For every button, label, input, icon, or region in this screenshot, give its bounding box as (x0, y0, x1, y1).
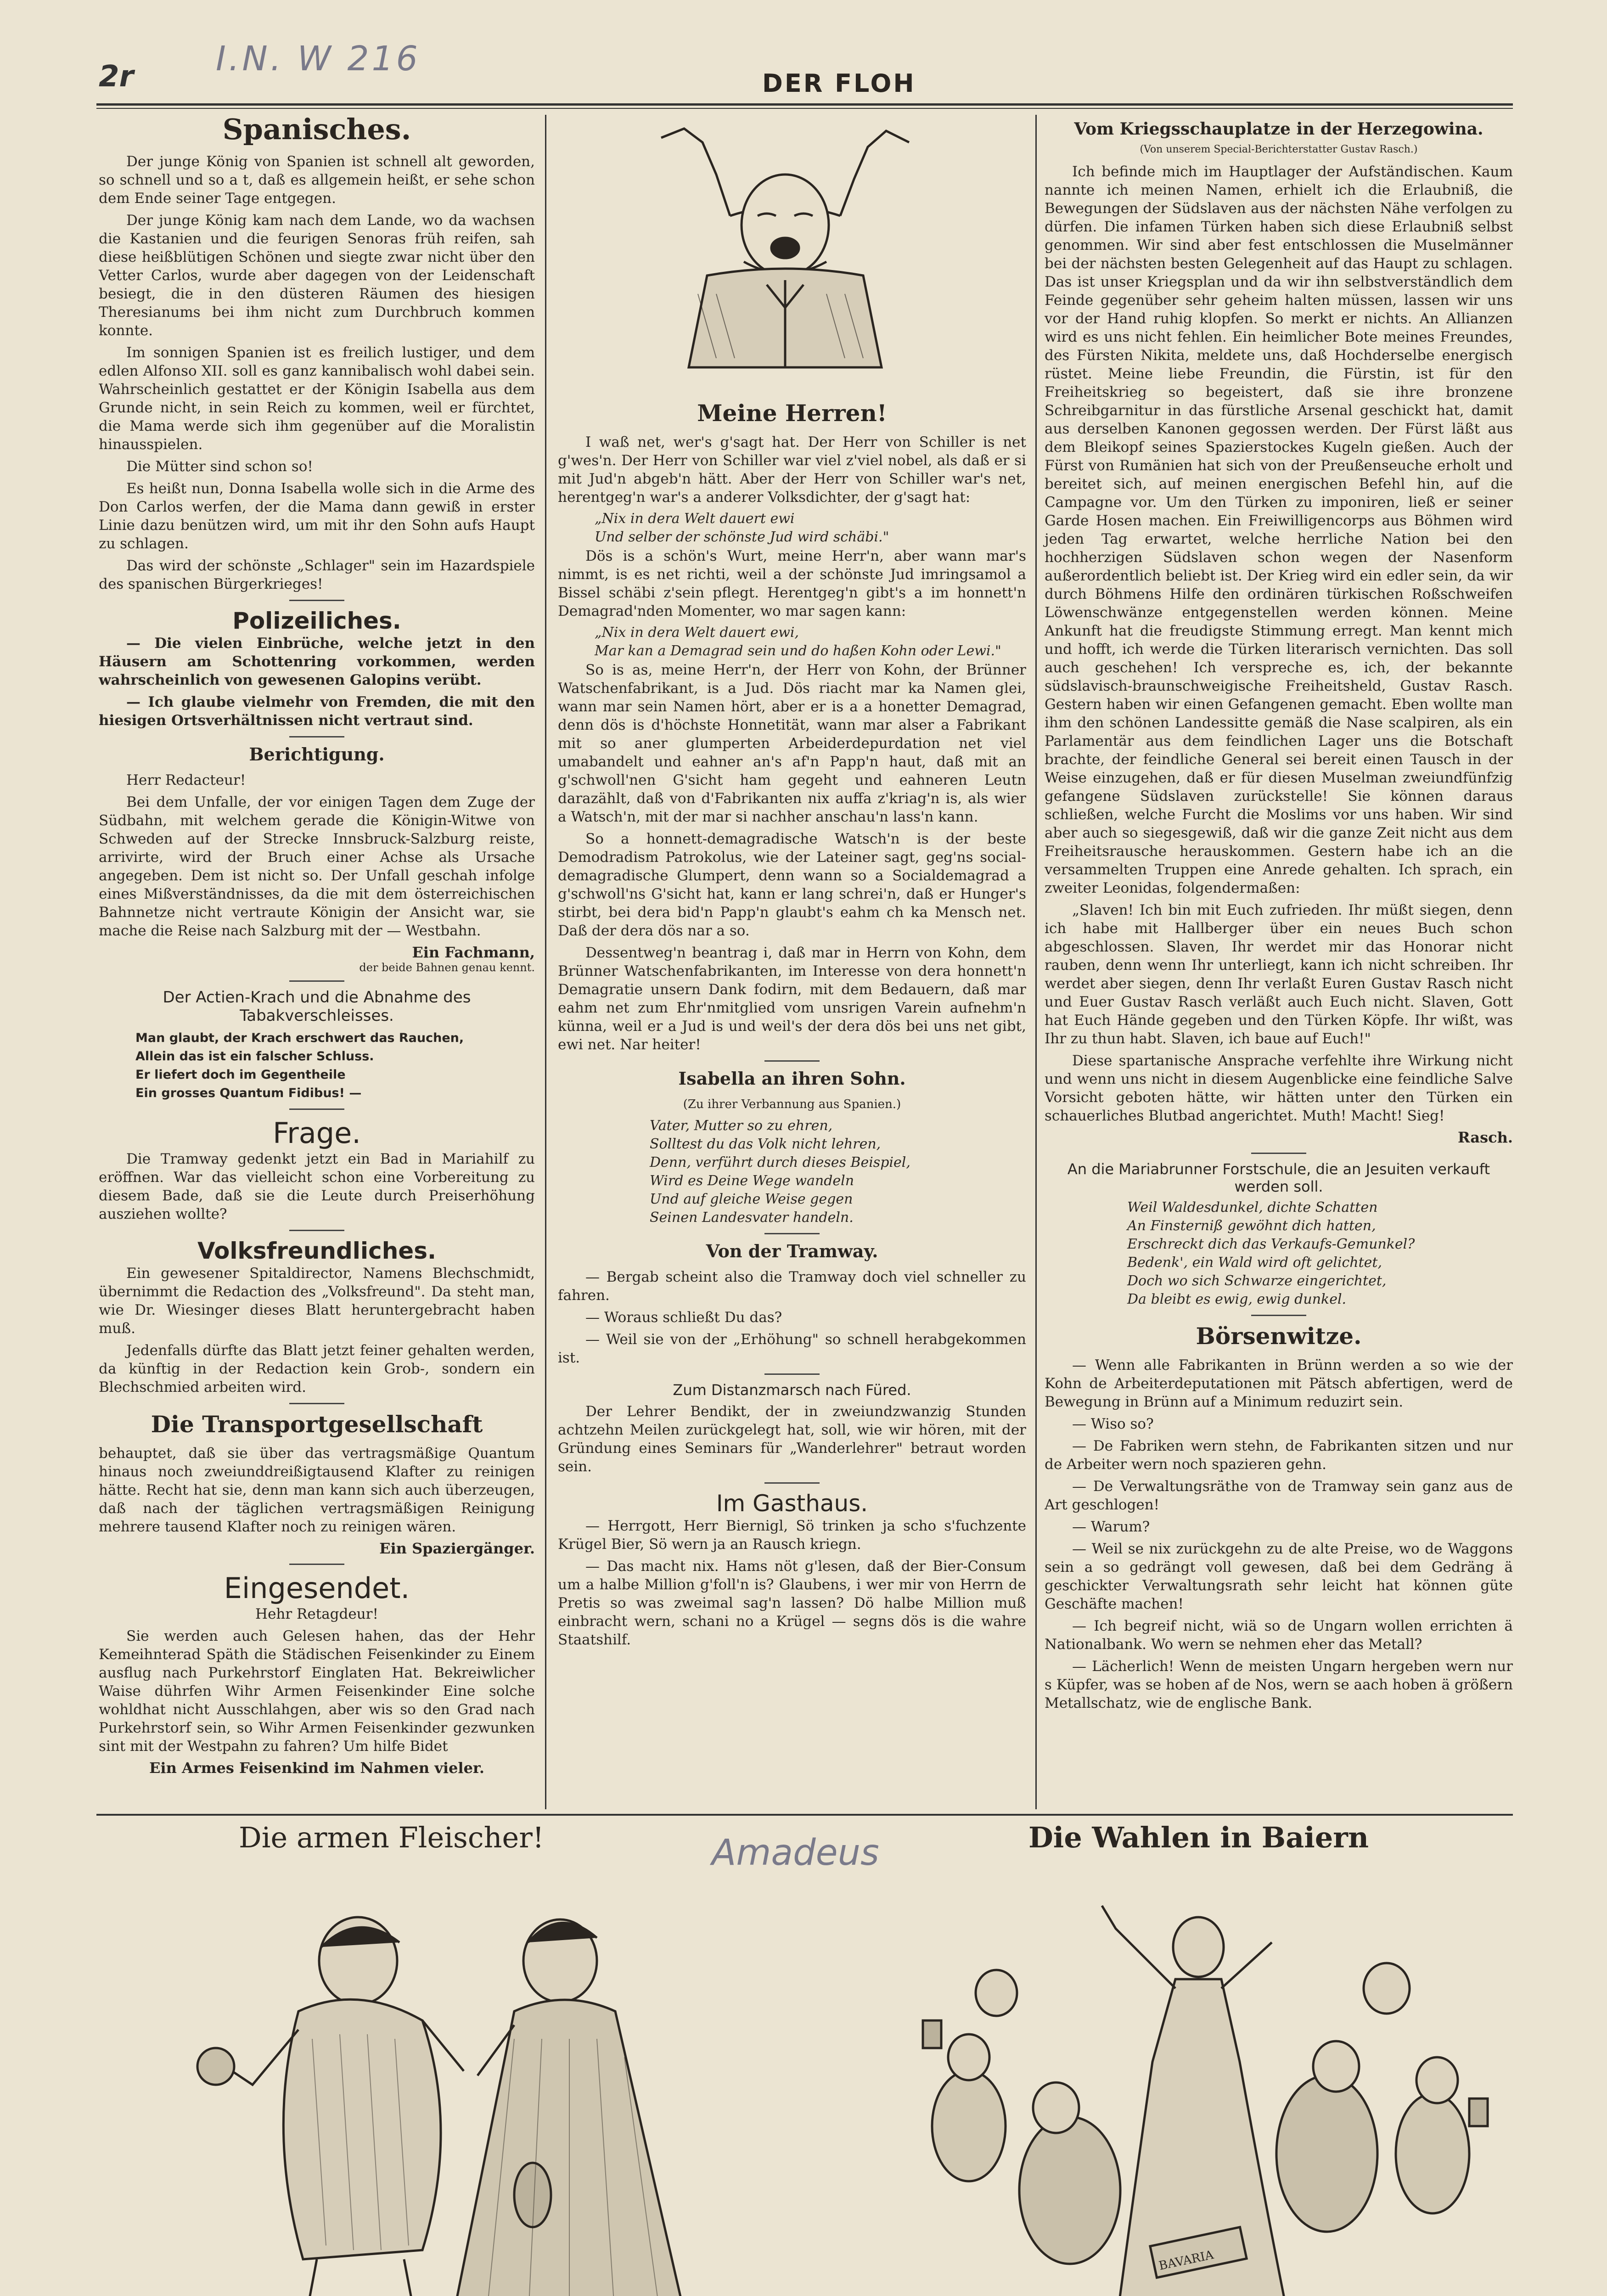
heading-berichtigung: Berichtigung. (249, 744, 385, 765)
signature: Ein Spaziergänger. (379, 1540, 535, 1557)
verse-line: Wird es Deine Wege wandeln (650, 1173, 854, 1189)
column-2 (558, 395, 1026, 1653)
paragraph: — Weil se nix zurückgehn zu de alte Preise, wo de Waggons sein a so gedrängt voll gewesen, daß bei dem Gedräng ä geschickter Verwaltungsrath sehr leicht hat können güte Geschäfte machen! (1045, 1541, 1513, 1612)
verse-line: Denn, verführt durch dieses Beispiel, (650, 1154, 910, 1171)
separator (764, 1060, 820, 1062)
heading-meine-herren: Meine Herren! (697, 400, 887, 427)
verse-line: An Finsterniß gewöhnt dich hatten, (1127, 1218, 1376, 1234)
signature: Ein Fachmann, (412, 944, 535, 961)
verse-line: Solltest du das Volk nicht lehren, (650, 1136, 881, 1152)
heading-boersenwitze: Börsenwitze. (1196, 1322, 1362, 1350)
cartoon-right-title: Die Wahlen in Baiern (1028, 1821, 1369, 1854)
paragraph: — Woraus schließt Du das? (585, 1309, 782, 1326)
page-number: 2r (99, 60, 134, 94)
paragraph: Der junge König kam nach dem Lande, wo da wachsen die Kastanien und die feurigen Senoras früh reifen, sah diese heißblütigen Schönen und siegte zwar nicht über den Vetter Carlos, wurde aber dagegen von der Leidenschaft besiegt, die in den düsteren Räumen des hiesigen Theresianums bei ihm nicht zum Durchbruch kommen konnte. (99, 212, 535, 339)
signature: Ein Armes Feisenkind im Nahmen vieler. (149, 1759, 484, 1777)
paragraph: Ein gewesener Spitaldirector, Namens Blechschmidt, übernimmt die Redaction des „Volksfreund". Da steht man, wie Dr. Wiesinger dieses Blatt heruntergebracht haben muß. (99, 1265, 535, 1337)
paragraph: Die Mütter sind schon so! (126, 458, 313, 475)
verse-line: Er liefert doch im Gegentheile (135, 1068, 346, 1082)
heading-spanisches: Spanisches. (222, 113, 411, 146)
verse-line: Erschreckt dich das Verkaufs-Gemunkel? (1127, 1236, 1415, 1252)
paragraph: — Ich glaube vielmehr von Fremden, die mit den hiesigen Ortsverhältnissen nicht vertraut sind. (99, 694, 535, 729)
paragraph: Bei dem Unfalle, der vor einigen Tagen dem Zuge der Südbahn, mit welchem gerade die Königin-Witwe von Schweden auf der Strecke Innsbruck-Salzburg reiste, arrivirte, wird der Bruch einer Achse als Ursache angegeben. Dem ist nicht so. Der Unfall geschah infolge eines Mißverständnisses, da die mit dem österreichischen Bahnnetze nicht vertraute Königin der Ansicht war, sie mache die Reise nach Salzburg mit der — Westbahn. (99, 794, 535, 939)
paragraph: So is as, meine Herr'n, der Herr von Kohn, der Brünner Watschenfabrikant, is a Jud. Dös riacht mar ka Namen glei, wann mar sein Namen hört, aber er is a a honetter Demagrad, denn dös is d'höchste Honnetität, wann mar alser a Fabrikant mit so aner glumperten Arbeiderdepurdation net viel umabandelt und eahner an's af'n Papp'n haut, daß mit an g'schwoll'nen G'sicht ham gegeht und eahneren Leutn darazählt, daß von d'Fabrikanten nix auffa z'kriag'n is, als wier a Watsch'n, mit der mar si nachher anschau'n lass'n kann. (558, 662, 1026, 825)
heading-transport: Die Transportgesellschaft (151, 1411, 483, 1438)
verse-line: Allein das ist ein falscher Schluss. (135, 1049, 374, 1064)
archive-number: I.N. W 216 (216, 39, 421, 79)
paragraph: Der Lehrer Bendikt, der in zweiundzwanzig Stunden achtzehn Meilen zurückgelegt hat, soll, wie wir hören, mit der Gründung eines Seminars für „Wanderlehrer" betraut worden sein. (558, 1403, 1026, 1475)
verse-line: Doch wo sich Schwarze eingerichtet, (1127, 1273, 1387, 1289)
verse-line: Vater, Mutter so zu ehren, (650, 1118, 833, 1134)
column-rule-1 (545, 115, 546, 1809)
verse-line: Da bleibt es ewig, ewig dunkel. (1127, 1291, 1347, 1307)
paragraph: — Herrgott, Herr Biernigl, Sö trinken ja scho s'fuchzente Krügel Bier, Sö wern ja an Rausch kriegn. (558, 1518, 1026, 1553)
heading-tramway: Von der Tramway. (706, 1241, 878, 1261)
verse-line: Weil Waldesdunkel, dichte Schatten (1127, 1199, 1378, 1216)
separator (289, 736, 344, 737)
paragraph: — Die vielen Einbrüche, welche jetzt in den Häusern am Schottenring vorkommen, werden wahrscheinlich von gewesenen Galopins verübt. (99, 635, 535, 688)
salutation: Herr Redacteur! (126, 772, 246, 788)
masthead: DER FLOH (762, 69, 916, 98)
heading-mariabrunn: An die Mariabrunner Forstschule, die an Jesuiten verkauft werden soll. (1067, 1160, 1490, 1195)
separator (289, 1403, 344, 1404)
paragraph: Dessentweg'n beantrag i, daß mar in Herrn von Kohn, dem Brünner Watschenfabrikanten, im Interesse von dera honnett'n Demagratie unsern Dank fodirn, mit dem Bedauern, daß mar eahm net zum Ehr'nmitglied vom unsrigen Varein aufnehm'n künna, weil er a Jud is und weil's der dera dös bei uns net gibt, ewi net. Nar heiter! (558, 945, 1026, 1053)
heading-volksfreundliches: Volksfreundliches. (197, 1238, 436, 1264)
subtitle: (Von unserem Special-Berichterstatter Gustav Rasch.) (1140, 144, 1418, 155)
signature: Rasch. (1458, 1129, 1513, 1146)
paragraph: „Slaven! Ich bin mit Euch zufrieden. Ihr müßt siegen, denn ich habe mit Hallberger über ein neues Buch schon abgeschlossen. Slaven, Ihr werdet mir das Honorar nicht rauben, denn wenn Ihr unterliegt, kann ich nicht schreiben. Ihr werdet aber siegen, denn Ihr verlaßt Euren Gustav Rasch nicht und Euer Gustav Rasch verläßt auch Euch nicht. Slaven, Gott hat Euch Hände gegeben und den Türken Köpfe. Ihr wißt, was Ihr zu thun habt. Slaven, ich baue auf Euch!" (1045, 902, 1513, 1047)
verse-line: Und auf gleiche Weise gegen (650, 1191, 853, 1207)
paragraph: Das wird der schönste „Schlager" sein im Hazardspiele des spanischen Bürgerkrieges! (99, 557, 535, 592)
verse-line: Man glaubt, der Krach erschwert das Rauchen, (135, 1031, 464, 1045)
paragraph: — Weil sie von der „Erhöhung" so schnell herabgekommen ist. (558, 1331, 1026, 1366)
verse-line: „Nix in dera Welt dauert ewi, (595, 625, 799, 641)
butchers-cartoon (101, 1874, 836, 2296)
separator (289, 600, 344, 601)
verse-line: Bedenk', ein Wald wird oft gelichtet, (1127, 1255, 1382, 1271)
subtitle: (Zu ihrer Verbannung aus Spanien.) (683, 1097, 901, 1111)
signature-sub: der beide Bahnen genau kennt. (359, 961, 535, 974)
paragraph: — De Verwaltungsräthe von de Tramway sein ganz aus de Art geschlogen! (1045, 1478, 1513, 1513)
paragraph: — Wenn alle Fabrikanten in Brünn werden a so wie der Kohn de Arbeiterdeputationen mit Pätsch abfertigen, werd de Bewegung in Brünn auf a Minimum reduzirt sein. (1045, 1357, 1513, 1410)
shouting-man-illustration (606, 110, 964, 386)
cartoon-left-title: Die armen Fleischer! (239, 1821, 544, 1854)
bavaria-label: BAVARIA (1157, 2248, 1215, 2273)
salutation: Hehr Retagdeur! (255, 1606, 378, 1622)
heading-frage: Frage. (273, 1116, 361, 1150)
paragraph: Sie werden auch Gelesen hahen, das der Hehr Kemeihnterad Späth die Städischen Feisenkinder zu Einem ausflug nach Purkehrstorf Einglaten Hat. Bekreiwlicher Waise dührfen Wihr Armen Feisenkinder Eine solche wohldhat nicht Ausschlahgen, aber wis so den Grad nach Purkehrstorf sein, so Wihr Armen Feisenkinder gezwunken sint mit der Westpahn zu fahren? Um hilfe Bidet (99, 1628, 535, 1755)
separator (289, 1230, 344, 1231)
separator (764, 1373, 820, 1375)
paragraph: Dös is a schön's Wurt, meine Herr'n, aber wann mar's nimmt, is es net richti, weil a der schönste Jud imringsamol a Bissel schäbi z'sein pflegt. Herentgeg'n gibt's a im honnett'n Demagrad'nden Momenter, wo mar sagen kann: (558, 548, 1026, 619)
bavaria-elections-cartoon (859, 1869, 1511, 2296)
paragraph: Der junge König von Spanien ist schnell alt geworden, so schnell und so a t, daß es allgemein heißt, er sehe schon dem Ende seiner Tage entgegen. (99, 153, 535, 207)
paragraph: — Ich begreif nicht, wiä so de Ungarn wollen errichten ä Nationalbank. Wo wern se nehmen eher das Metall? (1045, 1618, 1513, 1653)
separator (289, 1109, 344, 1110)
paragraph: Diese spartanische Ansprache verfehlte ihre Wirkung nicht und wenn uns nicht in diesem Augenblicke eine feindliche Salve Vorsicht geboten hätte, wir hätten unter den Türken ein schauerliches Blutbad angerichtet. Muth! Macht! Sieg! (1045, 1052, 1513, 1124)
paragraph: Ich befinde mich im Hauptlager der Aufständischen. Kaum nannte ich meinen Namen, erhielt ich die Erlaubniß, die Bewegungen der Südslaven aus der nächsten Nähe verfolgen zu dürfen. Die infamen Türken haben sich diese Erlaubniß selbst genommen. Wir sind aber fest entschlossen die Muselmänner bei der nächsten besten Gelegenheit auf das Haupt zu schlagen. Das ist unser Kriegsplan und da wir ihn selbstverständlich dem Feinde gegenüber sehr geheim halten müssen, lassen wir uns vor der Hand ruhig klopfen. So merkt er nichts. An Allianzen wird es uns nicht fehlen. Ein heimlicher Bote meines Freundes, des Fürsten Nikita, meldete uns, daß Hochderselbe energisch rüstet. Meine liebe Freundin, die Fürstin, ist für den Freiheitskrieg so begeistert, daß sie ihre bronzene Schreibgarnitur in das fürstliche Arsenal geschickt hat, damit aus derselben Kanonen gegossen werden. Der Fürst läßt aus dem Bleikopf seines Spazierstockes Kugeln gießen. Auch der Fürst von Rumänien hat sich von der Preußenseuche erholt und bereitet sich, auf meinen energischen Befehl hin, auf die Campagne vor. Um den Türken zu imponiren, ließ er seiner Garde Hosen machen. Ein Freiwilligencorps aus Böhmen wird jeden Tag erwartet, welche herrliche Nation bei den hochherzigen Südslaven schon wegen der Nasenform außerordentlich beliebt ist. Der Krieg wird ein edler sein, da wir durch Böhmens Hilfe den ordinären türkischen Roßschweifen Löwenschwänze entgegenstellen werden können. Meine Ankunft hat die freudigste Stimmung erregt. Man kennt mich und hofft, ich werde die Türken literarisch vernichten. Das soll auch geschehen! Ich verspreche es, ich, der bekannte südslavisch-braunschweigische Freiheitsheld, Gustav Rasch. Gestern haben wir einen Gefangenen gemacht. Eben wollte man ihm den schönen Landessitte gemäß die Nase scalpiren, als ein Parlamentär aus dem feindlichen Lager uns die Botschaft brachte, der feindliche General sei bereit einen Tausch in der Weise einzugehen, daß er für diesen Muselman zweiundfünfzig gefangene Südslaven zurückstelle! Sie können daraus schließen, welche Furcht die Moslims vor uns haben. Wir sind aber auch so siegesgewiß, daß wir die ganze Zeit nicht aus dem Freiheitsrausche herauskommen. Gestern habe ich an die versammelten Truppen eine Anrede gehalten. Ich sprach, ein zweiter Leonidas, folgendermaßen: (1045, 163, 1513, 896)
paragraph: So a honnett-demagradische Watsch'n is der beste Demodradism Patrokolus, wie der Lateiner sagt, geg'ns social-demagradische Glumpert, denn wann so a Socialdemagrad a g'schwoll'ns G'sicht hat, kann er lang schrei'n, daß er Hunger's stirbt, bei dera bid'n Papp'n glaubt's eahm ch ka Mensch net. Daß der dera dös nar a so. (558, 831, 1026, 939)
heading-polizeiliches: Polizeiliches. (232, 608, 401, 634)
header-rule (96, 103, 1513, 106)
column-rule-2 (1035, 115, 1037, 1809)
heading-kriegsschauplatz: Vom Kriegsschauplatze in der Herzegowina. (1074, 119, 1483, 139)
column-1 (99, 108, 535, 1781)
paragraph: — Wiso so? (1072, 1416, 1154, 1432)
verse-line: Seinen Landesvater handeln. (650, 1210, 854, 1226)
verse-line: Ein grosses Quantum Fidibus! — (135, 1086, 362, 1100)
separator (1251, 1315, 1306, 1316)
paragraph: Es heißt nun, Donna Isabella wolle sich in die Arme des Don Carlos werfen, der die Mama dann gewiß in erster Linie dazu benützen wird, um mit ihr den Sohn aufs Haupt zu schlagen. (99, 480, 535, 552)
verse-line: Mar kan a Demagrad sein und do haßen Kohn oder Lewi." (595, 643, 1001, 659)
verse-line: Und selber der schönste Jud wird schäbi." (595, 529, 889, 545)
verse-line: „Nix in dera Welt dauert ewi (595, 511, 795, 527)
paragraph: — Bergab scheint also die Tramway doch viel schneller zu fahren. (558, 1269, 1026, 1304)
separator (764, 1482, 820, 1484)
heading-distanzmarsch: Zum Distanzmarsch nach Füred. (673, 1381, 911, 1399)
separator (764, 1233, 820, 1234)
separator (1251, 1153, 1306, 1154)
separator (289, 980, 344, 982)
cartoon-rule (96, 1814, 1513, 1816)
paragraph: — Lächerlich! Wenn de meisten Ungarn hergeben wern nur s Küpfer, was se hoben af de Nos, wern se aach hoben ä größern Metallschatz, wie de englische Bank. (1045, 1658, 1513, 1711)
paragraph: Im sonnigen Spanien ist es freilich lustiger, und dem edlen Alfonso XII. soll es ganz kannibalisch wohl dabei sein. Wahrscheinlich gestattet er der Königin Isabella aus dem Grunde nicht, in sein Reich zu kommen, weil er fürchtet, die Mama werde sich ihm gegenüber auf die Moralistin hinausspielen. (99, 344, 535, 453)
handwritten-note: Amadeus (712, 1832, 879, 1874)
heading-eingesendet: Eingesendet. (224, 1571, 410, 1605)
heading-aktien: Der Actien-Krach und die Abnahme des Tabakverschleisses. (163, 988, 471, 1025)
paragraph: Die Tramway gedenkt jetzt ein Bad in Mariahilf zu eröffnen. War das vielleicht schon eine Vorbereitung zu diesem Bade, daß sie die Leute durch Preiserhöhung ausziehen wollte? (99, 1151, 535, 1222)
heading-gasthaus: Im Gasthaus. (716, 1490, 868, 1517)
heading-isabella: Isabella an ihren Sohn. (678, 1068, 906, 1089)
paragraph: I waß net, wer's g'sagt hat. Der Herr von Schiller is net g'wes'n. Der Herr von Schiller war viel z'viel nobel, als daß er si mit Jud'n abgeb'n hätt. Aber der Herr von Schiller war's net, herentgeg'n war's a anderer Volksdichter, der g'sagt hat: (558, 434, 1026, 506)
paragraph: — De Fabriken wern stehn, de Fabrikanten sitzen und nur de Arbeiter wern noch spazieren gehn. (1045, 1438, 1513, 1473)
paragraph: — Das macht nix. Hams nöt g'lesen, daß der Bier-Consum um a halbe Million g'foll'n is? Glaubens, i wer mir von Herrn de Pretis so was zweimal sag'n lassen? Dö halbe Million muß einbracht wern, schani no a Krügel — segns dös is die wahre Staatshilf. (558, 1558, 1026, 1648)
paragraph: Jedenfalls dürfte das Blatt jetzt feiner gehalten werden, da künftig in der Redaction kein Grob-, sondern ein Blechschmied arbeiten wird. (99, 1342, 535, 1396)
column-3 (1045, 115, 1513, 1716)
paragraph: behauptet, daß sie über das vertragsmäßige Quantum hinaus noch zweiunddreißigtausend Klafter zu reinigen hätte. Recht hat sie, denn man kann sich auch überzeugen, daß nach der täglichen vertragsmäßigen Reinigung mehrere tausend Klafter noch zu reinigen wären. (99, 1445, 535, 1535)
paragraph: — Warum? (1072, 1519, 1150, 1535)
separator (289, 1564, 344, 1565)
